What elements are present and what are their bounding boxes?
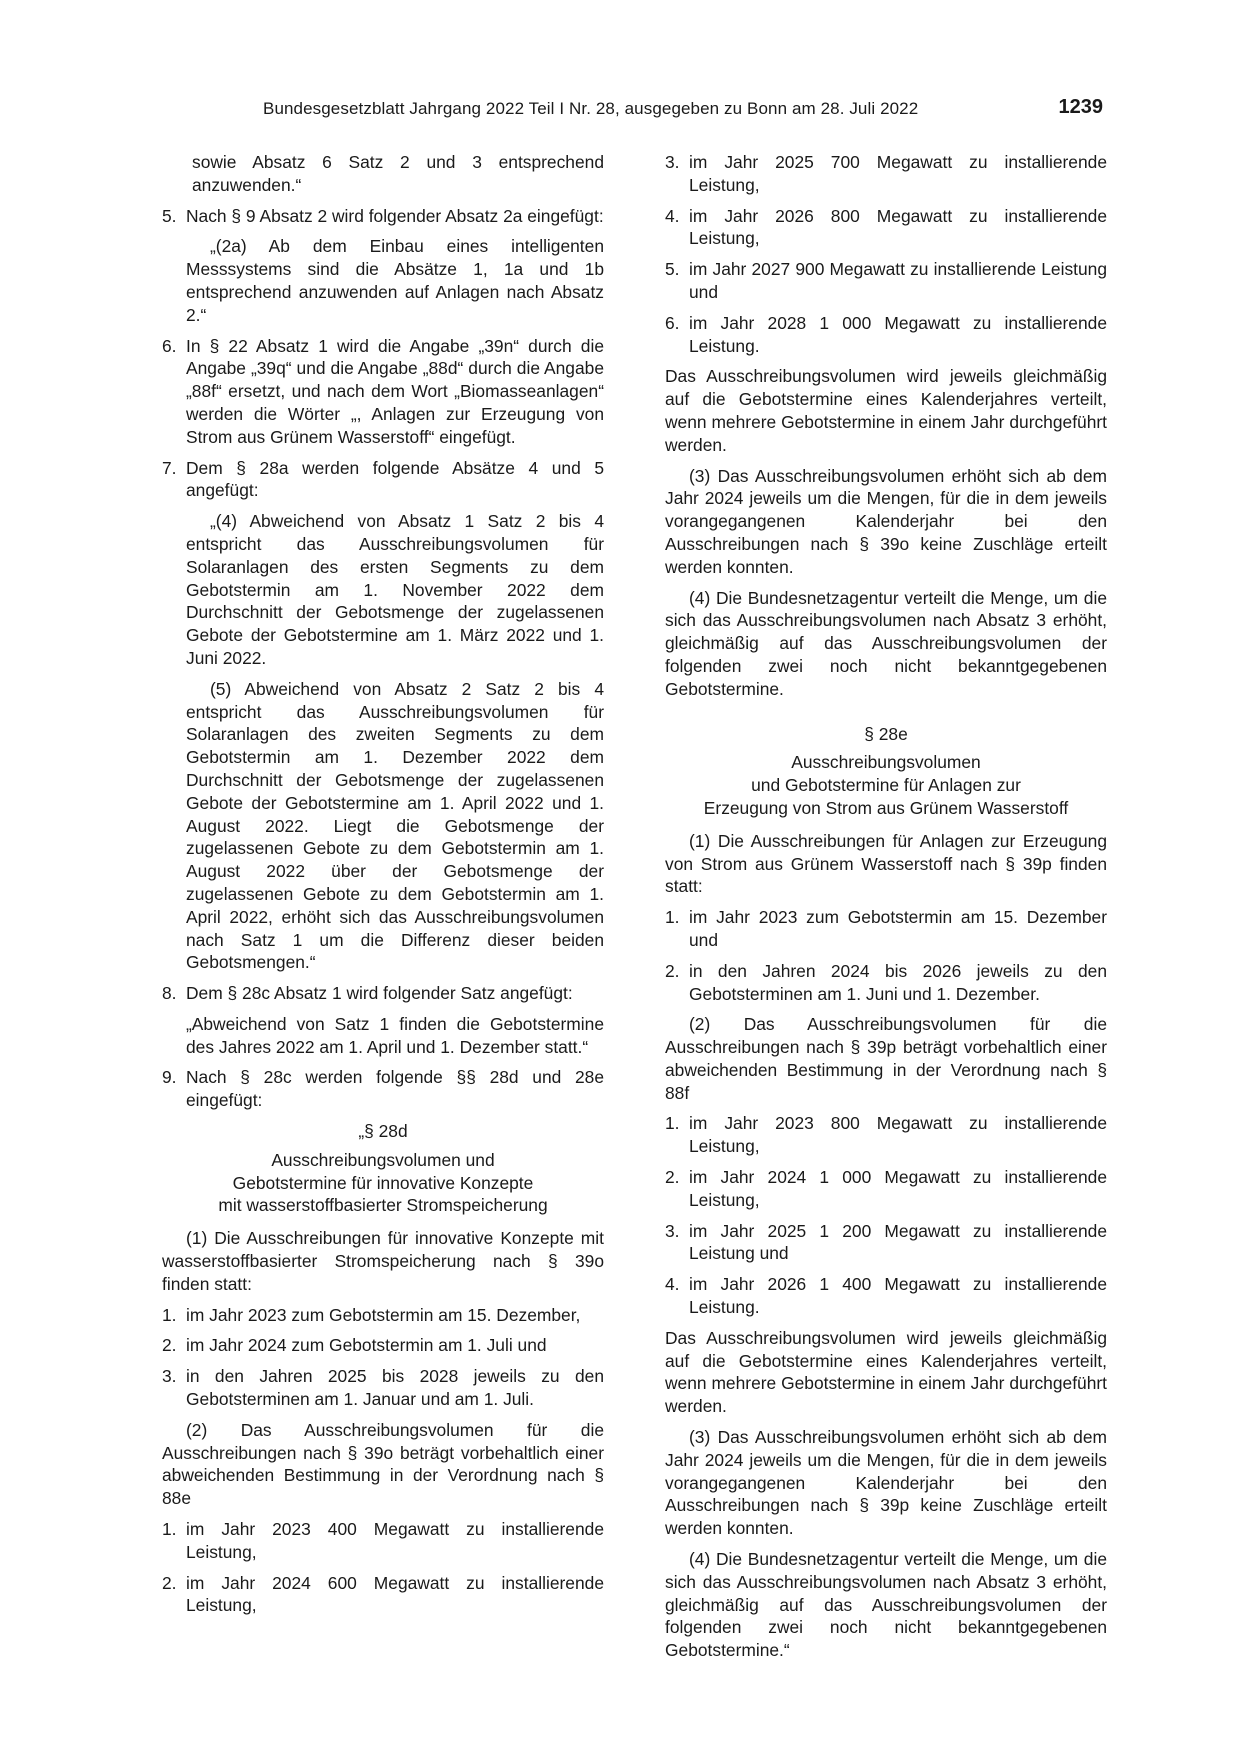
item-number: 8. [162,983,177,1004]
list-item [162,1518,604,1564]
list-item [665,205,1107,251]
item-number: 1. [162,1519,177,1540]
paragraph: (2) Das Ausschreibungsvolumen für die Ausschreibungen nach § 39o beträgt vorbehaltlich einer abweichenden Bestimmung in der Verordnung nach § 88e [162,1419,604,1509]
paragraph: Das Ausschreibungsvolumen wird jeweils gleichmäßig auf die Gebotstermine eines Kalenderjahres verteilt, wenn mehrere Gebotstermine in einem Jahr durchgeführt werden. [665,366,1107,455]
section-title-line: Erzeugung von Strom aus Grünem Wasserstoff [703,797,1069,818]
paragraph: (4) Die Bundesnetzagentur verteilt die Menge, um die sich das Ausschreibungsvolumen nach Absatz 3 erhöht, gleichmäßig auf das Ausschreibungsvolumen der folgenden zwei noch nicht bekanntgegebenen Gebotstermine.“ [665,1549,1107,1661]
item-text: In § 22 Absatz 1 wird die Angabe „39n“ durch die Angabe „39q“ und die Angabe „88d“ durch die Angabe „88f“ ersetzt, und nach dem Wort „Biomasseanlagen“ werden die Wörter „, Anlagen zur Erzeugung von Strom aus Grünem Wasserstoff“ eingefügt. [186,335,604,447]
item-text: im Jahr 2023 400 Megawatt zu installierende Leistung, [186,1519,604,1562]
item-text: im Jahr 2026 800 Megawatt zu installierende Leistung, [689,205,1107,249]
item-text: Nach § 9 Absatz 2 wird folgender Absatz 2a eingefügt: [186,205,604,226]
section-title-line: mit wasserstoffbasierter Stromspeicherung [218,1195,548,1216]
left-column [162,151,604,1625]
item-number: 1. [162,1304,177,1325]
header-text: Bundesgesetzblatt Jahrgang 2022 Teil I Nr. 28, ausgegeben zu Bonn am 28. Juli 2022 [263,99,919,118]
item-number: 2. [665,960,680,981]
paragraph: (3) Das Ausschreibungsvolumen erhöht sich ab dem Jahr 2024 jeweils um die Mengen, für die in dem jeweils vorangegangenen Kalenderjahr bei den Ausschreibungen nach § 39p keine Zuschläge erteilt werden konnten. [665,1427,1107,1539]
quoted-paragraph: „(2a) Ab dem Einbau eines intelligenten Messsystems sind die Absätze 1, 1a und 1b entsprechend anzuwenden auf Anlagen nach Absatz 2.“ [186,236,604,325]
section-heading-28d [162,1120,604,1143]
list-item-7 [162,457,604,503]
item-number: 9. [162,1067,177,1088]
item-number: 3. [162,1366,177,1387]
section-number: § 28e [864,723,908,744]
list-item [665,312,1107,358]
item-number: 4. [665,205,680,226]
list-item [665,151,1107,197]
section-title-28e [665,751,1107,819]
page-header [0,96,1241,129]
list-item-6 [162,335,604,449]
section-title-line: Gebotstermine für innovative Konzepte [232,1172,534,1193]
section-title-28d [162,1149,604,1217]
quoted-paragraph: „(4) Abweichend von Absatz 1 Satz 2 bis 4 entspricht das Ausschreibungsvolumen für Solaranlagen des ersten Segments zu dem Gebotstermin am 1. November 2022 dem Durchschnitt der Gebotsmenge der zugelassenen Gebote der Gebotstermine am 1. März 2022 und 1. Juni 2022. [186,511,604,668]
section-title-line: und Gebotstermine für Anlagen zur [751,775,1021,796]
item-number: 6. [665,312,680,333]
item-text: im Jahr 2028 1 000 Megawatt zu installierende Leistung. [689,312,1107,356]
paragraph: (2) Das Ausschreibungsvolumen für die Ausschreibungen nach § 39p beträgt vorbehaltlich einer abweichenden Bestimmung in der Verordnung nach § 88f [665,1014,1107,1103]
item-text: Dem § 28a werden folgende Absätze 4 und 5 angefügt: [186,457,604,501]
item-text: in den Jahren 2025 bis 2028 jeweils zu den Gebotsterminen am 1. Januar und am 1. Juli. [186,1366,604,1410]
list-item-9 [162,1066,604,1112]
item-text: im Jahr 2024 1 000 Megawatt zu installierende Leistung, [689,1167,1107,1210]
item-number: 6. [162,335,177,356]
item-number: 3. [665,152,680,172]
list-item [162,1334,604,1357]
item-number: 3. [665,1220,680,1241]
section-number: „§ 28d [358,1121,408,1142]
item-number: 5. [162,205,177,226]
paragraph: (4) Die Bundesnetzagentur verteilt die Menge, um die sich das Ausschreibungsvolumen nach Absatz 3 erhöht, gleichmäßig auf das Ausschreibungsvolumen der folgenden zwei noch nicht bekanntgegebenen Gebotstermine. [665,587,1107,699]
quoted-paragraph: „Abweichend von Satz 1 finden die Gebotstermine des Jahres 2022 am 1. April und 1. Dezember statt.“ [186,1013,604,1057]
list-item [665,906,1107,952]
section-title-line: Ausschreibungsvolumen und [271,1149,495,1170]
list-item [665,258,1107,304]
list-item [665,960,1107,1006]
continuation-text: sowie Absatz 6 Satz 2 und 3 entsprechend anzuwenden.“ [192,152,604,195]
list-item [665,1112,1107,1158]
item-text: Nach § 28c werden folgende §§ 28d und 28e eingefügt: [186,1067,604,1111]
item-number: 2. [162,1572,177,1593]
list-item [162,1572,604,1618]
item-text: im Jahr 2024 zum Gebotstermin am 1. Juli und [186,1335,547,1356]
page-number: 1239 [1058,96,1103,118]
list-item [665,1166,1107,1212]
item-number: 5. [665,259,680,280]
section-heading-28e [665,723,1107,746]
item-text: im Jahr 2023 zum Gebotstermin am 15. Dezember und [689,907,1107,950]
list-item [162,1365,604,1411]
section-title-line: Ausschreibungsvolumen [791,752,981,773]
item-text: im Jahr 2023 zum Gebotstermin am 15. Dezember, [186,1304,581,1325]
paragraph: Das Ausschreibungsvolumen wird jeweils gleichmäßig auf die Gebotstermine eines Kalenderjahres verteilt, wenn mehrere Gebotstermine in einem Jahr durchgeführt werden. [665,1327,1107,1417]
item-text: im Jahr 2024 600 Megawatt zu installierende Leistung, [186,1572,604,1616]
item-number: 2. [665,1167,680,1188]
item-text: Dem § 28c Absatz 1 wird folgender Satz angefügt: [186,983,573,1004]
quoted-paragraph: (5) Abweichend von Absatz 2 Satz 2 bis 4 entspricht das Ausschreibungsvolumen für Solaranlagen des zweiten Segments zu dem Gebotstermin am 1. Dezember 2022 dem Durchschnitt der Gebotsmenge der zugelassenen Gebote der Gebotstermine am 1. April 2022 und 1. August 2022. Liegt die Gebotsmenge der zugelassenen Gebote zu dem Gebotstermin am 1. August 2022 über der Gebotsmenge der zugelassenen Gebote zu dem Gebotstermin am 1. April 2022, erhöht sich das Ausschreibungsvolumen nach Satz 1 um die Differenz dieser beiden Gebotsmengen.“ [186,678,604,973]
paragraph: (3) Das Ausschreibungsvolumen erhöht sich ab dem Jahr 2024 jeweils um die Mengen, für die in dem jeweils vorangegangenen Kalenderjahr bei den Ausschreibungen nach § 39o keine Zuschläge erteilt werden konnten. [665,465,1107,577]
item-number: 1. [665,907,680,928]
item-number: 4. [665,1274,680,1295]
paragraph: (1) Die Ausschreibungen für Anlagen zur Erzeugung von Strom aus Grünem Wasserstoff nach § 39p finden statt: [665,830,1107,897]
item-text: in den Jahren 2024 bis 2026 jeweils zu den Gebotsterminen am 1. Juni und 1. Dezember. [689,960,1107,1004]
item-text: im Jahr 2027 900 Megawatt zu installierende Leistung und [689,259,1107,302]
item-text: im Jahr 2025 700 Megawatt zu installierende Leistung, [689,152,1107,195]
list-item [162,1304,604,1327]
list-item [665,1220,1107,1266]
item-text: im Jahr 2023 800 Megawatt zu installierende Leistung, [689,1113,1107,1157]
paragraph: (1) Die Ausschreibungen für innovative Konzepte mit wasserstoffbasierter Stromspeicherung nach § 39o finden statt: [162,1228,604,1294]
item-text: im Jahr 2025 1 200 Megawatt zu installierende Leistung und [689,1220,1107,1264]
item-text: im Jahr 2026 1 400 Megawatt zu installierende Leistung. [689,1274,1107,1318]
list-item-8 [162,982,604,1005]
item-number: 2. [162,1335,177,1356]
item-number: 7. [162,457,177,478]
list-item [665,1273,1107,1319]
right-column [665,151,1107,1670]
list-item-5 [162,205,604,228]
item-number: 1. [665,1113,680,1134]
